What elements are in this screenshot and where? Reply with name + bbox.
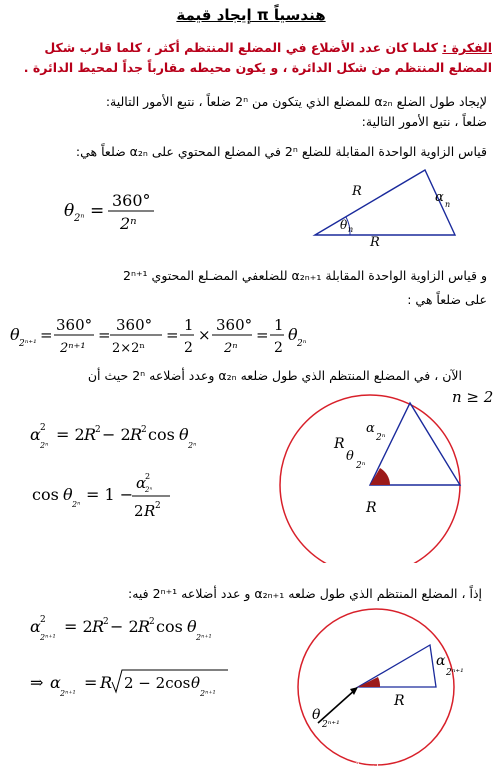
formula3-text: α²₂ₙ = 2R² − 2R² cos θ₂ₙ <box>10 752 120 762</box>
para2: قياس الزاوية الواحدة المقابلة للضلع 2ⁿ في المضلع المحتوي على α₂ₙ ضلعاً هي: <box>75 144 487 159</box>
svg-text:2: 2 <box>40 615 46 625</box>
circle1-R-left: R <box>334 436 345 452</box>
circle2-alpha: α <box>436 653 446 669</box>
svg-text:θ: θ <box>179 425 189 444</box>
formula5-text: α²₂ₙ₊₁ = 2R² − 2R² cos θ₂ₙ₊₁ <box>10 762 136 772</box>
svg-text:− 2: − 2 <box>110 617 139 636</box>
circle2-theta: θ <box>312 707 321 723</box>
svg-text:2ⁿ⁺¹: 2ⁿ⁺¹ <box>60 341 86 356</box>
svg-text:2: 2 <box>274 340 283 356</box>
triangle-theta: θ <box>340 218 348 232</box>
triangle-alpha-sub: n <box>445 200 451 209</box>
svg-text:2ⁿ: 2ⁿ <box>74 213 85 224</box>
triangle-R-top: R <box>352 184 362 199</box>
circle-diagram-2 <box>278 605 500 775</box>
para4-condition: n ≥ 2 <box>452 388 494 406</box>
svg-text:2ⁿ⁺¹: 2ⁿ⁺¹ <box>60 689 76 698</box>
idea-text: كلما كان عدد الأضلاع في المضلع المنتظم أكثر ، كلما قارب شكل المضلع المنتظم من شكل الدائرة ، و يكون محيطه مقارباً جداً لمحيط الدائرة . <box>23 40 492 75</box>
idea-label: الفكرة : <box>442 40 492 55</box>
formula-theta-2n1 <box>10 312 350 366</box>
para1-line2: ضلعاً ، نتبع الأمور التالية: <box>361 114 487 129</box>
svg-text:R: R <box>84 425 97 444</box>
svg-text:1: 1 <box>274 316 284 334</box>
svg-text:2ⁿ: 2ⁿ <box>72 500 81 509</box>
para5: إذاً ، المضلع المنتظم الذي طول ضلعه α₂ₙ₊₁ و عدد أضلاعه 2ⁿ⁺¹ فيه: <box>128 586 482 601</box>
triangle-diagram <box>300 165 475 250</box>
circle2-theta-sub: 2ⁿ⁺¹ <box>322 720 340 730</box>
svg-text:2: 2 <box>40 423 46 433</box>
svg-text:=: = <box>40 326 53 344</box>
svg-text:R: R <box>144 502 156 520</box>
para3-line2: على ضلعاً هي : <box>407 292 487 307</box>
svg-text:2: 2 <box>145 472 151 481</box>
svg-text:θ: θ <box>288 325 298 344</box>
circle1-R-bottom: R <box>366 500 377 516</box>
svg-text:2: 2 <box>141 425 147 435</box>
svg-text:2×2ⁿ: 2×2ⁿ <box>112 341 146 356</box>
formula-alpha-2n1-squared <box>30 612 250 650</box>
svg-text:θ: θ <box>64 201 75 221</box>
svg-text:α: α <box>30 617 41 636</box>
svg-text:α: α <box>50 673 61 692</box>
circle1-theta-sub: 2ⁿ <box>356 461 366 471</box>
svg-text:⇒: ⇒ <box>30 673 44 692</box>
circle2-alpha-sub: 2ⁿ⁺¹ <box>446 668 464 678</box>
svg-text:360°: 360° <box>116 316 153 334</box>
formula-alpha-2n1 <box>30 668 230 706</box>
svg-text:= 2: = 2 <box>64 617 93 636</box>
svg-text:360°: 360° <box>56 316 93 334</box>
svg-text:2ⁿ: 2ⁿ <box>120 214 137 233</box>
svg-text:2ⁿ: 2ⁿ <box>224 341 238 356</box>
triangle-alpha: α <box>435 190 444 205</box>
page-title: إيجاد قيمة π هندسياً <box>176 6 326 24</box>
svg-text:2ⁿ: 2ⁿ <box>297 339 307 349</box>
svg-text:R: R <box>130 425 143 444</box>
svg-text:2ⁿ⁺¹: 2ⁿ⁺¹ <box>200 689 216 698</box>
svg-text:cos: cos <box>156 617 183 636</box>
formula-alpha-squared <box>30 420 230 458</box>
svg-text:2ⁿ: 2ⁿ <box>188 441 197 450</box>
svg-text:2: 2 <box>184 340 193 356</box>
svg-text:cos: cos <box>32 485 59 504</box>
formula-theta-2n <box>62 186 172 240</box>
svg-text:2: 2 <box>95 425 101 435</box>
svg-text:2: 2 <box>103 617 109 627</box>
svg-text:= 2: = 2 <box>56 425 85 444</box>
svg-text:=: = <box>84 673 98 692</box>
svg-text:= 1 −: = 1 − <box>86 485 134 504</box>
svg-text:θ: θ <box>63 485 73 504</box>
svg-text:2: 2 <box>149 617 155 627</box>
svg-text:360°: 360° <box>216 316 253 334</box>
svg-text:α: α <box>136 474 147 492</box>
formula-cos-theta <box>32 470 202 529</box>
svg-text:R: R <box>100 673 113 692</box>
svg-text:− 2: − 2 <box>102 425 131 444</box>
svg-text:R: R <box>92 617 105 636</box>
svg-text:2ⁿ⁺¹: 2ⁿ⁺¹ <box>19 339 37 349</box>
circle1-theta: θ <box>346 449 354 464</box>
svg-text:×: × <box>198 326 211 344</box>
circle1-alpha-sub: 2ⁿ <box>376 433 386 443</box>
svg-text:α: α <box>30 425 41 444</box>
svg-text:2 − 2cos: 2 − 2cos <box>124 674 191 692</box>
svg-text:2ⁿ: 2ⁿ <box>145 486 153 494</box>
para1-line1: لإيجاد طول الضلع α₂ₙ للمضلع الذي يتكون من 2ⁿ ضلعاً ، نتبع الأمور التالية: <box>105 94 487 109</box>
svg-text:2: 2 <box>155 501 161 511</box>
circle1-alpha: α <box>366 421 375 436</box>
formula2-text: θ₂ₙ₊₁ = 360°/2ⁿ⁺¹ = 360°/(2×2ⁿ) = 1/2 × 360°/2ⁿ = 1/2 θ₂ₙ <box>10 742 273 752</box>
svg-text:360°: 360° <box>112 191 151 210</box>
svg-text:2ⁿ⁺¹: 2ⁿ⁺¹ <box>40 633 56 642</box>
svg-text:θ: θ <box>187 617 197 636</box>
svg-text:θ: θ <box>10 325 20 344</box>
svg-text:R: R <box>138 617 151 636</box>
circle2-R: R <box>394 693 405 709</box>
svg-text:=: = <box>98 326 111 344</box>
svg-text:2: 2 <box>134 502 144 520</box>
svg-text:θ: θ <box>191 674 201 692</box>
svg-text:1: 1 <box>184 316 194 334</box>
svg-text:=: = <box>90 201 105 221</box>
svg-text:=: = <box>256 326 269 344</box>
idea-paragraph <box>7 38 492 78</box>
para3-line1: و قياس الزاوية الواحدة المقابلة α₂ₙ₊₁ للضلعفي المضـلع المحتوي 2ⁿ⁺¹ <box>123 268 487 283</box>
circle-diagram-1 <box>240 388 500 563</box>
triangle-theta-sub: n <box>348 225 354 234</box>
formula6-text: ⇒ α₂ₙ₊₁ = R√(2 − 2cos θ₂ₙ₊₁) <box>250 762 379 772</box>
svg-text:2ⁿ: 2ⁿ <box>40 441 49 450</box>
svg-text:cos: cos <box>148 425 175 444</box>
para4-line1: الآن ، في المضلع المنتظم الذي طول ضلعه α₂ₙ وعدد أضلاعه 2ⁿ حيث أن <box>87 368 462 383</box>
triangle-R-bottom: R <box>370 235 380 250</box>
svg-text:=: = <box>166 326 179 344</box>
svg-text:2ⁿ⁺¹: 2ⁿ⁺¹ <box>196 633 212 642</box>
